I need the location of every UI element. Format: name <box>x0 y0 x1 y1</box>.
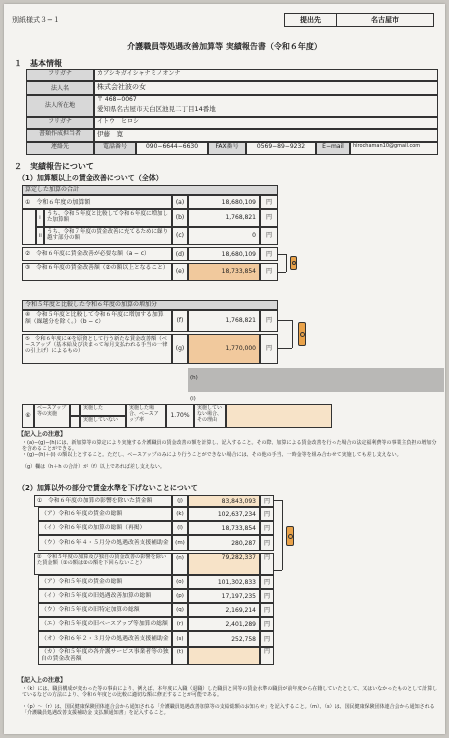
wage-row-label: （イ）令和５年度の旧処遇改善加算の総額 <box>38 589 172 603</box>
row-f-value: 1,768,821 <box>188 310 260 332</box>
notes-title: 【記入上の注意】 <box>18 431 67 438</box>
wage-row-label: （ウ）令和６年４・５月分の処遇改善支援補助金 <box>38 535 172 551</box>
form-id: 別紙様式３−１ <box>12 16 60 24</box>
row-b-num: i <box>36 209 44 227</box>
note2-1: ・（k）には、職員構成が変わった等の事由により、例えば、本年度に入職（退職）した職員と同等の賃金水準の職員が前年度から在籍していたとして、又はいなかったものとして計算しているなどの方法により、令和６年度との比較に適切な額に修正することが可能である。 <box>22 686 438 698</box>
not-done-checkbox[interactable] <box>70 416 80 428</box>
bracket-line <box>274 570 282 571</box>
wage-row-unit: 円 <box>260 535 274 551</box>
section1-heading: １ 基本情報 <box>14 59 62 68</box>
submit-box <box>284 13 434 27</box>
row-b-letter: (b) <box>172 209 188 227</box>
row-f-label: ④ 令和５年度と比較して令和６年度に増加する加算額（繰越分を除く。）（b − c） <box>22 310 172 332</box>
wage-row-letter: (p) <box>172 589 188 603</box>
bracket-line <box>282 500 283 570</box>
row-g-label: ⑤ 令和６年度に④を原資として行う新たな賃金改善額（ベースアップ（基本給及び決まって毎月支払われる手当の一律の引上げ）によるもの） <box>22 334 172 364</box>
row-c-letter: (c) <box>172 227 188 245</box>
row6-label: ⑥ <box>22 404 34 428</box>
row-a-unit: 円 <box>260 195 278 209</box>
bracket-line <box>278 272 286 273</box>
row-a-letter: (a) <box>172 195 188 209</box>
row-g-unit: 円 <box>260 334 278 364</box>
row-h-letter: (h) <box>190 375 198 381</box>
submit-label: 提出先 <box>285 14 337 27</box>
bracket-line <box>278 348 292 349</box>
wage-row-letter: (j) <box>172 495 188 507</box>
contact-label: 連絡先 <box>26 142 94 155</box>
row-c-value: 0 <box>188 227 260 245</box>
if-not-label: 実施していない場合、その理由 <box>194 404 226 428</box>
corp-value: 株式会社波の女 <box>94 81 438 95</box>
wage-row-letter: (q) <box>172 603 188 617</box>
wage-row-label: （イ）令和６年度の加算の総額（再掲） <box>38 521 172 535</box>
note-1: ・(a)−(g)−(h)には、新加算等の算定により実施する介護職員の賃金改善の額を計算し、記入すること。その際、加算による賃金改善を行った場合の法定福利費等の事業主負担の増加分を含めることができる。 <box>22 440 437 452</box>
wage-row-label: （オ）令和６年２・３月分の処遇改善支援補助金 <box>38 631 172 647</box>
addr-cell <box>94 95 438 117</box>
wage-row-letter: (k) <box>172 507 188 521</box>
postal-code: 〒 468−0067 <box>97 96 137 103</box>
section2-sub1: （1）加算額以上の賃金改善について（全体） <box>18 174 163 182</box>
done-checkbox[interactable] <box>70 404 80 416</box>
fax-value: 0569−89−9232 <box>246 142 316 155</box>
wage-row-unit: 円 <box>260 553 274 575</box>
done-label: 実施した <box>80 404 126 416</box>
wage-row-letter: (n) <box>172 553 188 575</box>
wage-row-label: ① 令和６年度の加算の影響を除いた賃金額 <box>34 495 172 507</box>
wage-row-letter: (s) <box>172 631 188 647</box>
report-document <box>4 4 445 734</box>
wage-row-unit: 円 <box>260 589 274 603</box>
bracket-line <box>286 254 287 272</box>
bracket-line <box>292 320 293 348</box>
wage-row-unit: 円 <box>260 521 274 535</box>
wage-row-unit: 円 <box>260 575 274 589</box>
fax-label: FAX番号 <box>208 142 246 155</box>
page-title: 介護職員等処遇改善加算等 実績報告書（令和６年度） <box>127 42 322 51</box>
row-b-unit: 円 <box>260 209 278 227</box>
baseup-label: ベースアップ等の実施 <box>34 404 70 428</box>
bracket-line <box>278 320 292 321</box>
wage-table <box>34 495 274 675</box>
row-d-unit: 円 <box>260 247 278 261</box>
row-e-value: 18,733,854 <box>188 263 260 281</box>
section2-sub2: （2）加算以外の部分で賃金水準を下げないことについて <box>18 484 198 492</box>
wage-row-label: （カ）令和５年度の各介護サービス事業者等の独自の賃金改善額 <box>38 647 172 665</box>
row-g-letter: (g) <box>172 334 188 364</box>
row-e-unit: 円 <box>260 263 278 281</box>
wage-row-label: （エ）令和５年度の旧ベースアップ等加算の総額 <box>38 617 172 631</box>
total-header: 算定した加算の合計 <box>22 185 278 195</box>
rate-value: 1.70% <box>166 404 194 428</box>
row-i-letter: (i) <box>190 396 196 402</box>
check-mark-box <box>298 322 306 346</box>
wage-row-value: 18,733,854 <box>188 521 260 535</box>
check-mark-box <box>286 526 294 546</box>
wage-row-letter: (o) <box>172 575 188 589</box>
tel-value: 090−6644−6630 <box>136 142 208 155</box>
wage-row-unit: 円 <box>260 603 274 617</box>
reason-field[interactable] <box>226 404 332 428</box>
check-mark-box <box>290 256 297 270</box>
note-3: （g）欄は（h＋h の合計）が（f）以上であれば差し支えない。 <box>22 464 165 470</box>
total-table <box>22 185 278 295</box>
basic-info-table <box>26 69 438 167</box>
row-g-value: 1,770,000 <box>188 334 260 364</box>
wage-row-value: 79,282,337 <box>188 553 260 575</box>
furigana2-value: イトウ ヒロシ <box>94 117 438 129</box>
person-label: 書類作成担当者 <box>26 129 94 142</box>
section2-heading: ２ 実績報告について <box>14 162 94 171</box>
not-done-label: 実施していない <box>80 416 126 428</box>
wage-row-value: 101,302,833 <box>188 575 260 589</box>
row-d-label: ② 令和６年度に賃金改善が必要な額（a − c） <box>22 247 172 261</box>
wage-row-unit: 円 <box>260 507 274 521</box>
row-e-letter: (e) <box>172 263 188 281</box>
row-d-letter: (d) <box>172 247 188 261</box>
row-f-letter: (f) <box>172 310 188 332</box>
wage-row-letter: (t) <box>172 647 188 665</box>
row-c-num: ii <box>36 227 44 245</box>
email-value: hirochaman10@gmail.com <box>350 142 438 155</box>
wage-row-value: 252,758 <box>188 631 260 647</box>
row-c-unit: 円 <box>260 227 278 245</box>
corp-label: 法人名 <box>26 81 94 95</box>
wage-row-unit: 円 <box>260 631 274 647</box>
wage-row-unit: 円 <box>260 495 274 507</box>
bracket-line <box>274 500 282 501</box>
wage-row-label: （ア）令和５年度の賃金の総額 <box>38 575 172 589</box>
addr-label: 法人所在地 <box>26 95 94 117</box>
wage-row-unit: 円 <box>260 647 274 665</box>
wage-row-value: 102,637,234 <box>188 507 260 521</box>
wage-row-letter: (r) <box>172 617 188 631</box>
person-value: 伊藤 寛 <box>94 129 438 142</box>
addr-value: 愛知県名古屋市天白区池見二丁目14番地 <box>97 104 216 113</box>
furigana-value: カブシキガイシャナミノオンナ <box>94 69 438 81</box>
sub-indent <box>22 209 36 245</box>
row-c-label: うち、令和７年度の賃金改善に充てるために繰り越す部分の額 <box>44 227 172 245</box>
email-label: E−mail <box>316 142 350 155</box>
increase-header: 令和５年度と比較した令和６年度の加算の増加分 <box>22 300 278 310</box>
row-a-label: ① 令和６年度の加算額 <box>22 195 172 209</box>
wage-row-value: 280,287 <box>188 535 260 551</box>
furigana2-label: フリガナ <box>26 117 94 129</box>
row-e-label: ③ 令和６年度の賃金改善額（②の額以上となること） <box>22 263 172 281</box>
submit-value: 名古屋市 <box>371 16 399 24</box>
wage-row-label: ② 令和５年度の加算及び独自の賃金改善の影響を除いた賃金額（①の額は②の額を下回らないこと） <box>34 553 172 575</box>
note-2: ・(g)−(h)＋(i) の額以上とすること。ただし、ベースアップのみにより行うことができない場合には、その他の手当、一時金等を組み合わせて実施しても差し支えない。 <box>22 452 402 458</box>
furigana-label: フリガナ <box>26 69 94 81</box>
wage-row-letter: (m) <box>172 535 188 551</box>
row-f-unit: 円 <box>260 310 278 332</box>
wage-row-value: 2,401,289 <box>188 617 260 631</box>
row-a-value: 18,680,109 <box>188 195 260 209</box>
row-b-value: 1,768,821 <box>188 209 260 227</box>
shaded-row-h <box>188 368 444 392</box>
wage-row-unit: 円 <box>260 617 274 631</box>
row-d-value: 18,680,109 <box>188 247 260 261</box>
tel-label: 電話番号 <box>94 142 136 155</box>
bracket-line <box>278 254 286 255</box>
if-done-label: 実施した場合、ベースアップ率 <box>126 404 166 428</box>
row-b-label: うち、令和５年度と比較して令和６年度に増加した加算額 <box>44 209 172 227</box>
wage-row-value: 83,843,093 <box>188 495 260 507</box>
wage-row-value <box>188 647 260 665</box>
wage-row-value: 2,169,214 <box>188 603 260 617</box>
note2-2: ・（p）〜（r）は、国民健康保険団体連合会から通知される「介護職員処遇改善加算等の支給総額のお知らせ」を記入すること。（m）、（s）は、国民健康保険団体連合会から通知される「介護職員処遇改善支援補助金 支払額通知書」を記入すること。 <box>22 704 435 716</box>
wage-row-label: （ウ）令和５年度の旧特定加算の総額 <box>38 603 172 617</box>
wage-row-value: 17,197,235 <box>188 589 260 603</box>
notes2-title: 【記入上の注意】 <box>18 677 67 684</box>
baseup-row <box>22 404 332 428</box>
wage-row-label: （ア）令和６年度の賃金の総額 <box>38 507 172 521</box>
wage-row-letter: (l) <box>172 521 188 535</box>
